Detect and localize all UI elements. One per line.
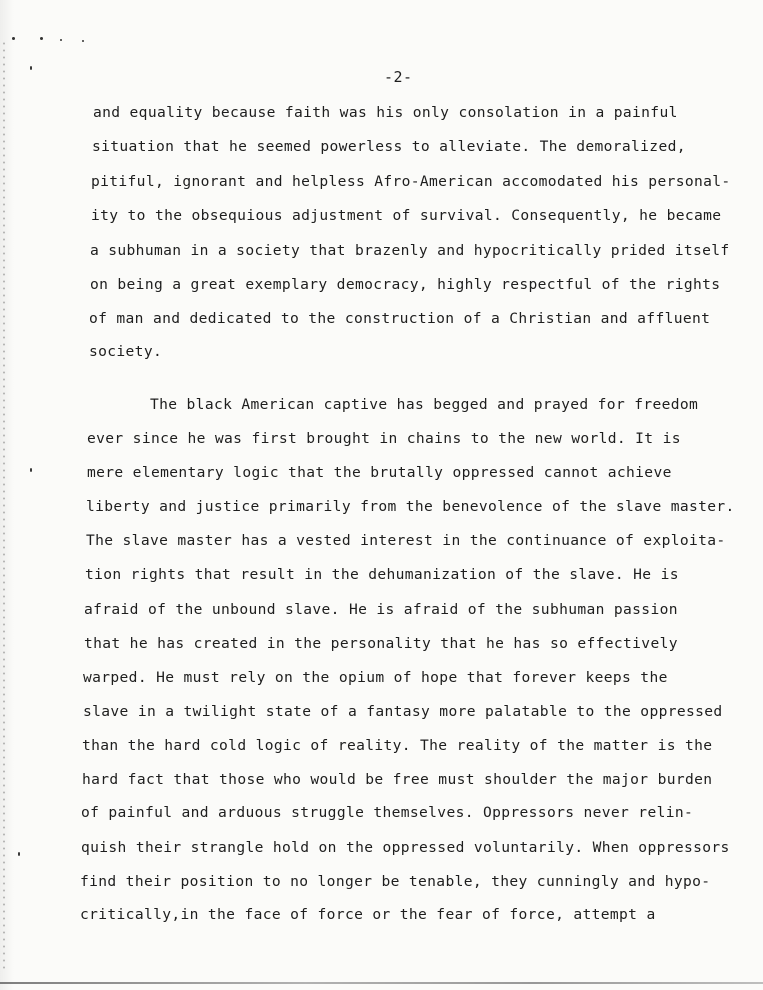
text-line: of man and dedicated to the construction of a Christian and affluent (89, 310, 711, 327)
scan-speck (60, 39, 62, 41)
text-line: ever since he was first brought in chains to the new world. It is (87, 430, 681, 447)
scan-speck (82, 40, 84, 42)
text-line: find their position to no longer be tenable, they cunningly and hypo- (80, 873, 711, 890)
scan-speck (40, 37, 43, 40)
binding-perforation (2, 40, 6, 970)
text-line: liberty and justice primarily from the benevolence of the slave master. (86, 498, 735, 515)
text-line: tion rights that result in the dehumanization of the slave. He is (85, 566, 679, 583)
text-line: a subhuman in a society that brazenly and hypocritically prided itself (90, 242, 730, 259)
text-line: slave in a twilight state of a fantasy more palatable to the oppressed (83, 703, 723, 720)
text-line: that he has created in the personality that he has so effectively (84, 635, 678, 652)
text-line: and equality because faith was his only consolation in a painful (93, 104, 678, 121)
text-line: hard fact that those who would be free must shoulder the major burden (82, 771, 713, 788)
scan-speck (18, 852, 20, 856)
text-line: mere elementary logic that the brutally oppressed cannot achieve (87, 464, 672, 481)
scan-speck (30, 468, 32, 472)
text-line: situation that he seemed powerless to alleviate. The demoralized, (92, 138, 686, 155)
text-line: quish their strangle hold on the oppressed voluntarily. When oppressors (81, 839, 730, 856)
text-line: of painful and arduous struggle themselves. Oppressors never relin- (81, 804, 694, 821)
scan-speck (12, 37, 15, 40)
text-line: critically,in the face of force or the fear of force, attempt a (80, 906, 656, 923)
text-line: pitiful, ignorant and helpless Afro-American accomodated his personal- (91, 173, 731, 190)
text-line: ity to the obsequious adjustment of survival. Consequently, he became (91, 207, 722, 224)
text-line: society. (89, 343, 163, 360)
text-line: The slave master has a vested interest in the continuance of exploita- (86, 532, 726, 549)
text-line: warped. He must rely on the opium of hope that forever keeps the (83, 669, 668, 686)
text-line: afraid of the unbound slave. He is afraid of the subhuman passion (84, 601, 678, 618)
scan-speck (30, 66, 32, 70)
scan-bottom-edge (0, 982, 763, 984)
text-line: on being a great exemplary democracy, highly respectful of the rights (90, 276, 721, 293)
page-number: -2- (384, 68, 413, 86)
text-line: than the hard cold logic of reality. The reality of the matter is the (82, 737, 713, 754)
text-line: The black American captive has begged and prayed for freedom (150, 396, 699, 413)
